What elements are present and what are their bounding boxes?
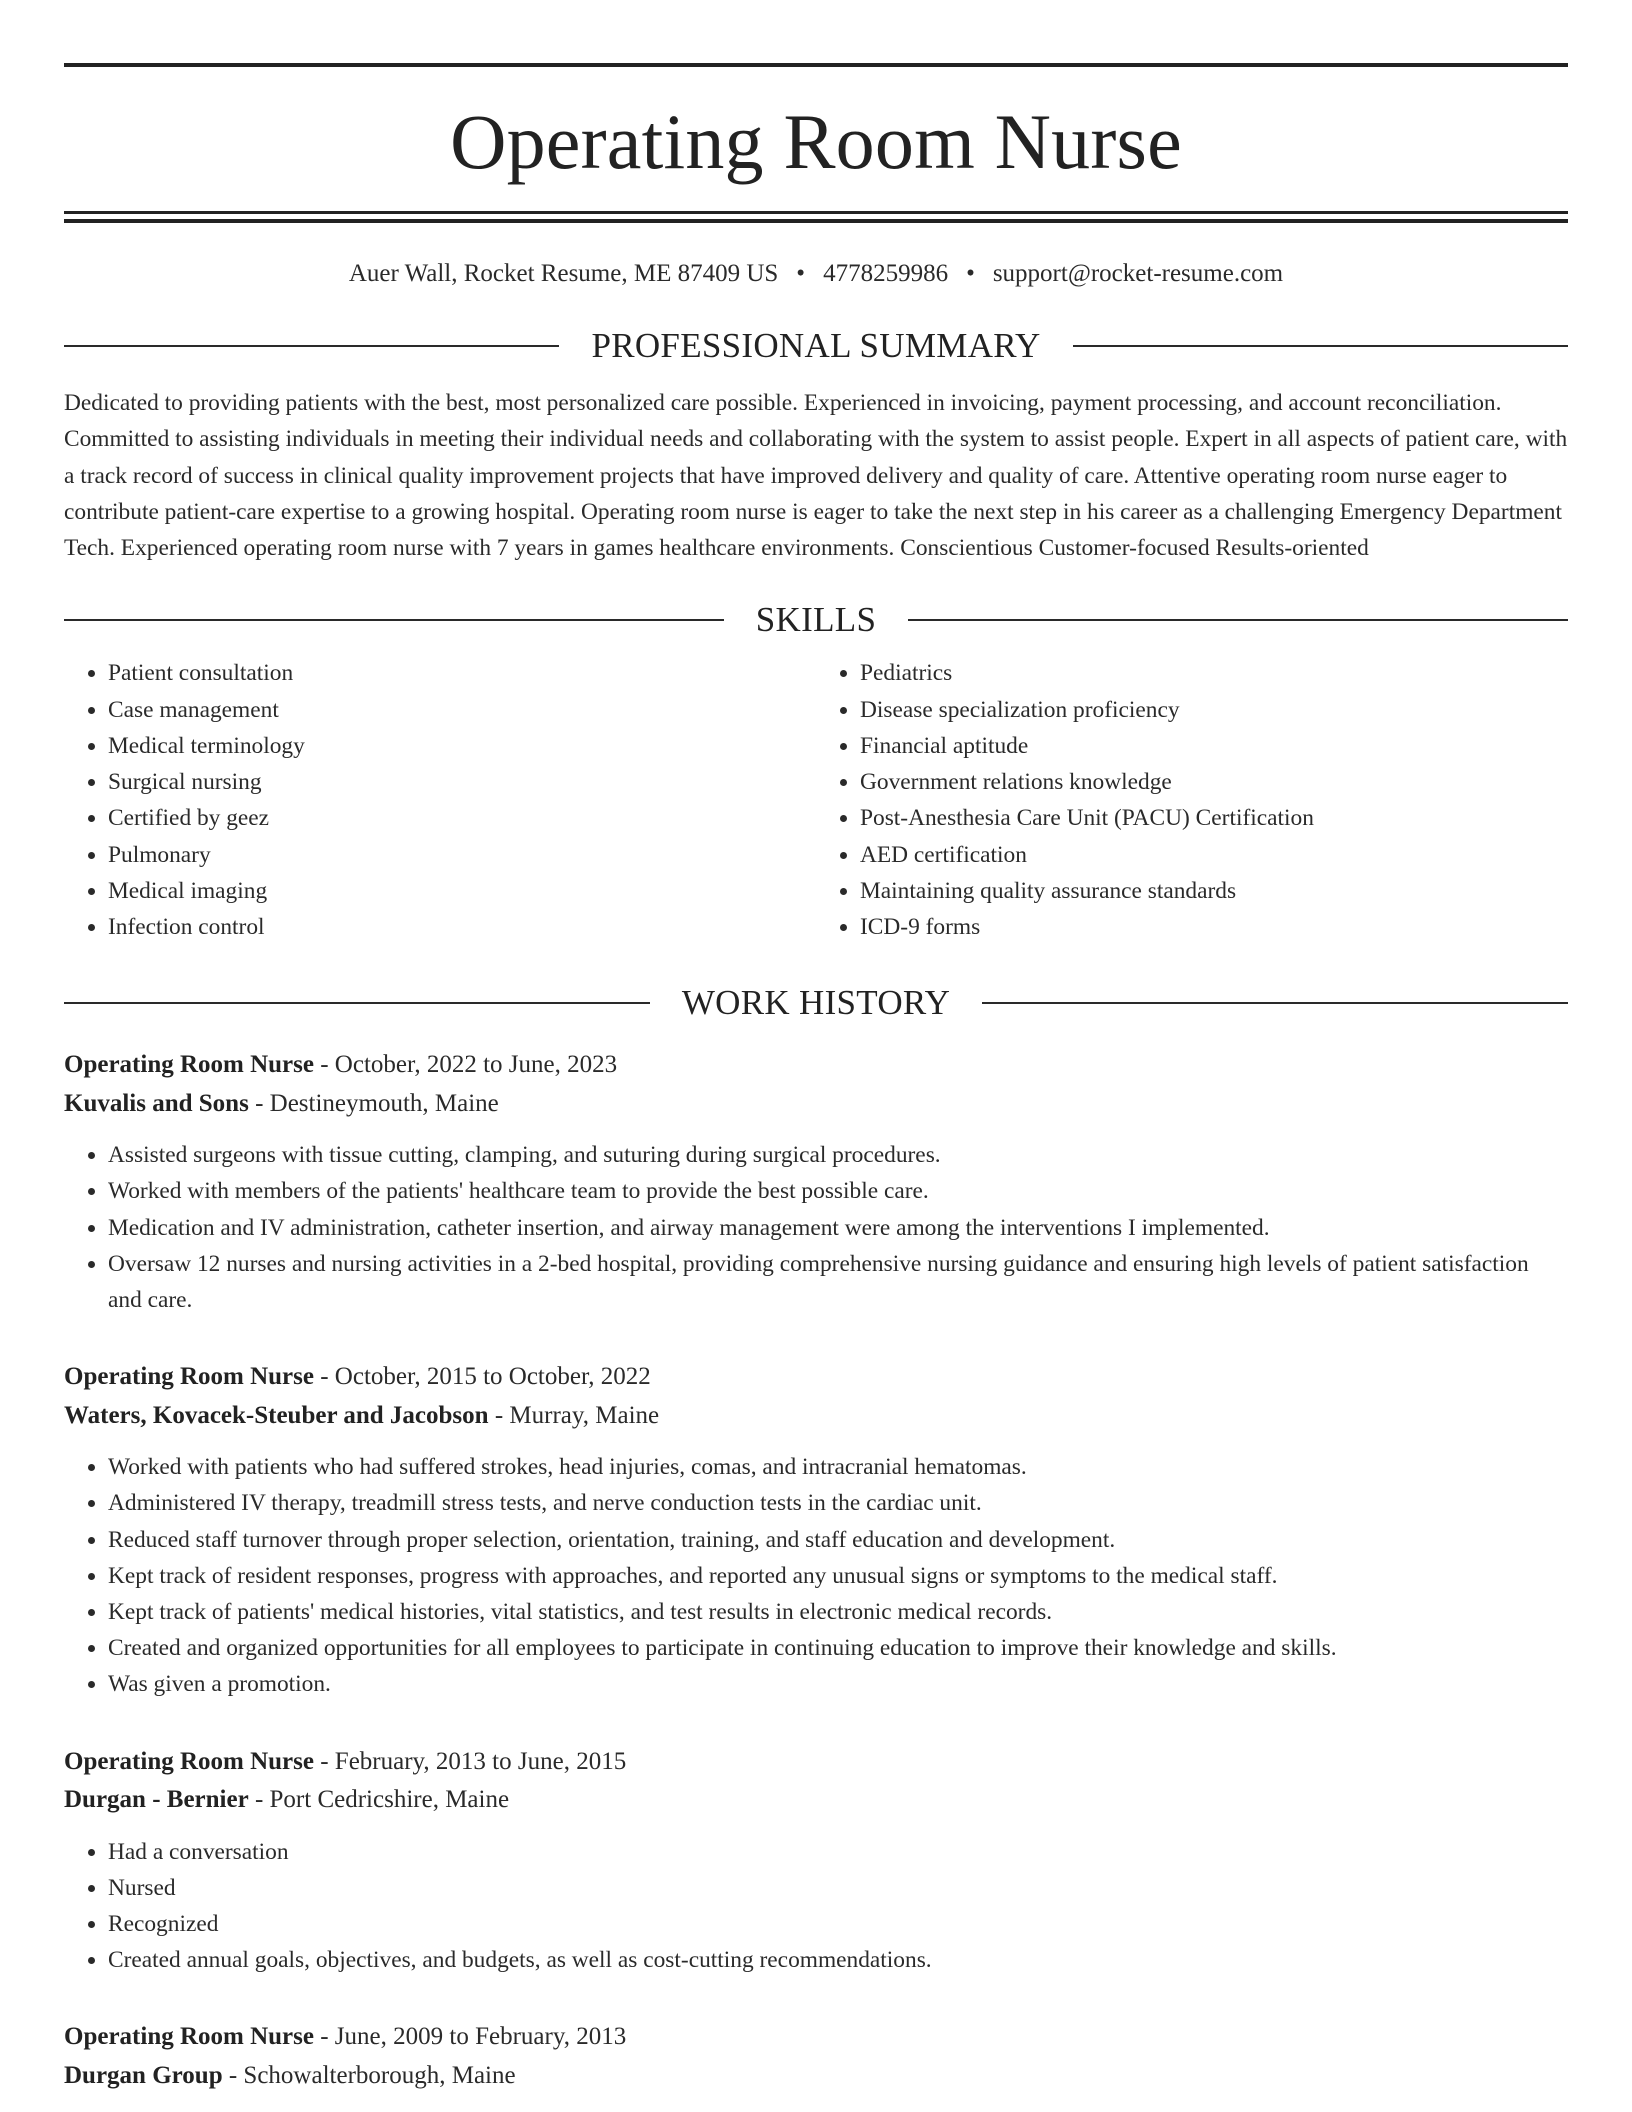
job-title: Operating Room Nurse bbox=[64, 1747, 314, 1775]
job-bullet: • Medication and IV administration, catheter insertion, and airway management were among the interventions I implemented. bbox=[108, 1210, 1568, 1246]
summary-heading-label: PROFESSIONAL SUMMARY bbox=[591, 326, 1041, 365]
double-rule bbox=[64, 211, 1568, 223]
skill-item: • Post-Anesthesia Care Unit (PACU) Certification bbox=[860, 800, 1568, 836]
job-title: Operating Room Nurse bbox=[64, 2023, 314, 2051]
skill-item: • Disease specialization proficiency bbox=[860, 692, 1568, 728]
job-entry bbox=[64, 1046, 1568, 1318]
skills-column-left bbox=[64, 655, 816, 945]
skill-item: • Financial aptitude bbox=[860, 728, 1568, 764]
resume-name: Operating Room Nurse bbox=[450, 98, 1182, 185]
skill-item: • AED certification bbox=[860, 837, 1568, 873]
job-company: Waters, Kovacek-Steuber and Jacobson bbox=[64, 1401, 489, 1429]
work-history-list bbox=[64, 1046, 1568, 2095]
job-title-line bbox=[64, 2018, 1568, 2057]
job-title: Operating Room Nurse bbox=[64, 1051, 314, 1079]
job-title: Operating Room Nurse bbox=[64, 1363, 314, 1391]
contact-email: support@rocket-resume.com bbox=[992, 260, 1284, 287]
heading-rule-right bbox=[1073, 345, 1568, 347]
job-bullet: • Recognized bbox=[108, 1906, 1568, 1942]
job-company-line bbox=[64, 1781, 1568, 1820]
contact-address: Auer Wall, Rocket Resume, ME 87409 US bbox=[348, 260, 779, 287]
job-dates: - February, 2013 to June, 2015 bbox=[313, 1747, 627, 1775]
job-company-line bbox=[64, 1085, 1568, 1124]
skill-item: • Pediatrics bbox=[860, 655, 1568, 691]
job-bullets bbox=[64, 1137, 1568, 1318]
heading-rule-left bbox=[64, 1002, 650, 1004]
job-title-line bbox=[64, 1358, 1568, 1397]
skill-item: • Maintaining quality assurance standards bbox=[860, 873, 1568, 909]
job-entry bbox=[64, 2018, 1568, 2095]
job-company: Durgan Group bbox=[64, 2061, 223, 2089]
job-title-line bbox=[64, 1743, 1568, 1782]
job-bullet: • Was given a promotion. bbox=[108, 1666, 1568, 1702]
job-bullet: • Had a conversation bbox=[108, 1834, 1568, 1870]
job-title-line bbox=[64, 1046, 1568, 1085]
job-bullet: • Reduced staff turnover through proper selection, orientation, training, and staff education and development. bbox=[108, 1522, 1568, 1558]
job-location: - Destineymouth, Maine bbox=[248, 1089, 499, 1117]
skill-item: • Surgical nursing bbox=[108, 764, 816, 800]
job-bullet: • Oversaw 12 nurses and nursing activities in a 2-bed hospital, providing comprehensive nursing guidance and ensuring high levels of patient satisfaction and care. bbox=[108, 1246, 1568, 1318]
job-entry bbox=[64, 1743, 1568, 1979]
contact-separator: • bbox=[796, 260, 806, 287]
heading-rule-right bbox=[982, 1002, 1568, 1004]
job-bullets bbox=[64, 1834, 1568, 1979]
contact-phone: 4778259986 bbox=[823, 260, 949, 287]
job-entry bbox=[64, 1358, 1568, 1702]
heading-rule-left bbox=[64, 345, 559, 347]
job-company: Kuvalis and Sons bbox=[64, 1089, 249, 1117]
skills-list bbox=[64, 655, 1568, 945]
skill-item: • Infection control bbox=[108, 909, 816, 945]
contact-line bbox=[64, 261, 1568, 286]
skill-item: • Medical imaging bbox=[108, 873, 816, 909]
resume-page bbox=[64, 0, 1568, 2095]
job-company: Durgan - Bernier bbox=[64, 1786, 249, 1814]
job-dates: - June, 2009 to February, 2013 bbox=[313, 2023, 627, 2051]
contact-separator: • bbox=[966, 260, 975, 287]
job-bullet: • Kept track of patients' medical histories, vital statistics, and test results in electronic medical records. bbox=[108, 1594, 1568, 1630]
skill-item: • ICD-9 forms bbox=[860, 909, 1568, 945]
job-location: - Port Cedricshire, Maine bbox=[248, 1786, 510, 1814]
work-heading-label: WORK HISTORY bbox=[681, 983, 951, 1023]
skills-heading-label: SKILLS bbox=[755, 600, 877, 640]
job-bullet: • Nursed bbox=[108, 1870, 1568, 1906]
summary-heading bbox=[64, 328, 1568, 363]
job-bullet: • Created annual goals, objectives, and budgets, as well as cost-cutting recommendations. bbox=[108, 1942, 1568, 1978]
heading-rule-right bbox=[908, 619, 1568, 621]
job-bullets bbox=[64, 1449, 1568, 1702]
job-dates: - October, 2022 to June, 2023 bbox=[313, 1051, 618, 1079]
skill-item: • Government relations knowledge bbox=[860, 764, 1568, 800]
job-bullet: • Kept track of resident responses, progress with approaches, and reported any unusual signs or symptoms to the medical staff. bbox=[108, 1558, 1568, 1594]
job-company-line bbox=[64, 2057, 1568, 2096]
summary-text: Dedicated to providing patients with the best, most personalized care possible. Experienced in invoicing, payment processing, and account reconciliation. Committed to assisting individuals in meeting their individual needs and collaborating with the system to assist people. Expert in all aspects of patient care, with a track record of success in clinical quality improvement projects that have improved delivery and quality of care. Attentive operating room nurse eager to contribute patient-care expertise to a growing hospital. Operating room nurse is eager to take the next step in his career as a challenging Emergency Department Tech. Experienced operating room nurse with 7 years in games healthcare environments. Conscientious Customer-focused Results-oriented bbox=[64, 390, 1568, 562]
skill-item: • Patient consultation bbox=[108, 655, 816, 691]
job-bullet: • Worked with members of the patients' healthcare team to provide the best possible care. bbox=[108, 1173, 1568, 1209]
job-location: - Schowalterborough, Maine bbox=[222, 2061, 516, 2089]
skills-column-right bbox=[816, 655, 1568, 945]
top-rule bbox=[64, 63, 1568, 67]
heading-rule-left bbox=[64, 619, 724, 621]
job-bullet: • Assisted surgeons with tissue cutting, clamping, and suturing during surgical procedures. bbox=[108, 1137, 1568, 1173]
job-bullet: • Created and organized opportunities for all employees to participate in continuing education to improve their knowledge and skills. bbox=[108, 1630, 1568, 1666]
skill-item: • Pulmonary bbox=[108, 837, 816, 873]
skills-heading bbox=[64, 600, 1568, 640]
work-heading bbox=[64, 983, 1568, 1023]
skill-item: • Case management bbox=[108, 692, 816, 728]
skill-item: • Certified by geez bbox=[108, 800, 816, 836]
job-bullet: • Administered IV therapy, treadmill stress tests, and nerve conduction tests in the cardiac unit. bbox=[108, 1485, 1568, 1521]
skill-item: • Medical terminology bbox=[108, 728, 816, 764]
job-location: - Murray, Maine bbox=[488, 1401, 660, 1429]
job-bullet: • Worked with patients who had suffered strokes, head injuries, comas, and intracranial hematomas. bbox=[108, 1449, 1568, 1485]
job-company-line bbox=[64, 1397, 1568, 1436]
job-dates: - October, 2015 to October, 2022 bbox=[313, 1363, 651, 1391]
